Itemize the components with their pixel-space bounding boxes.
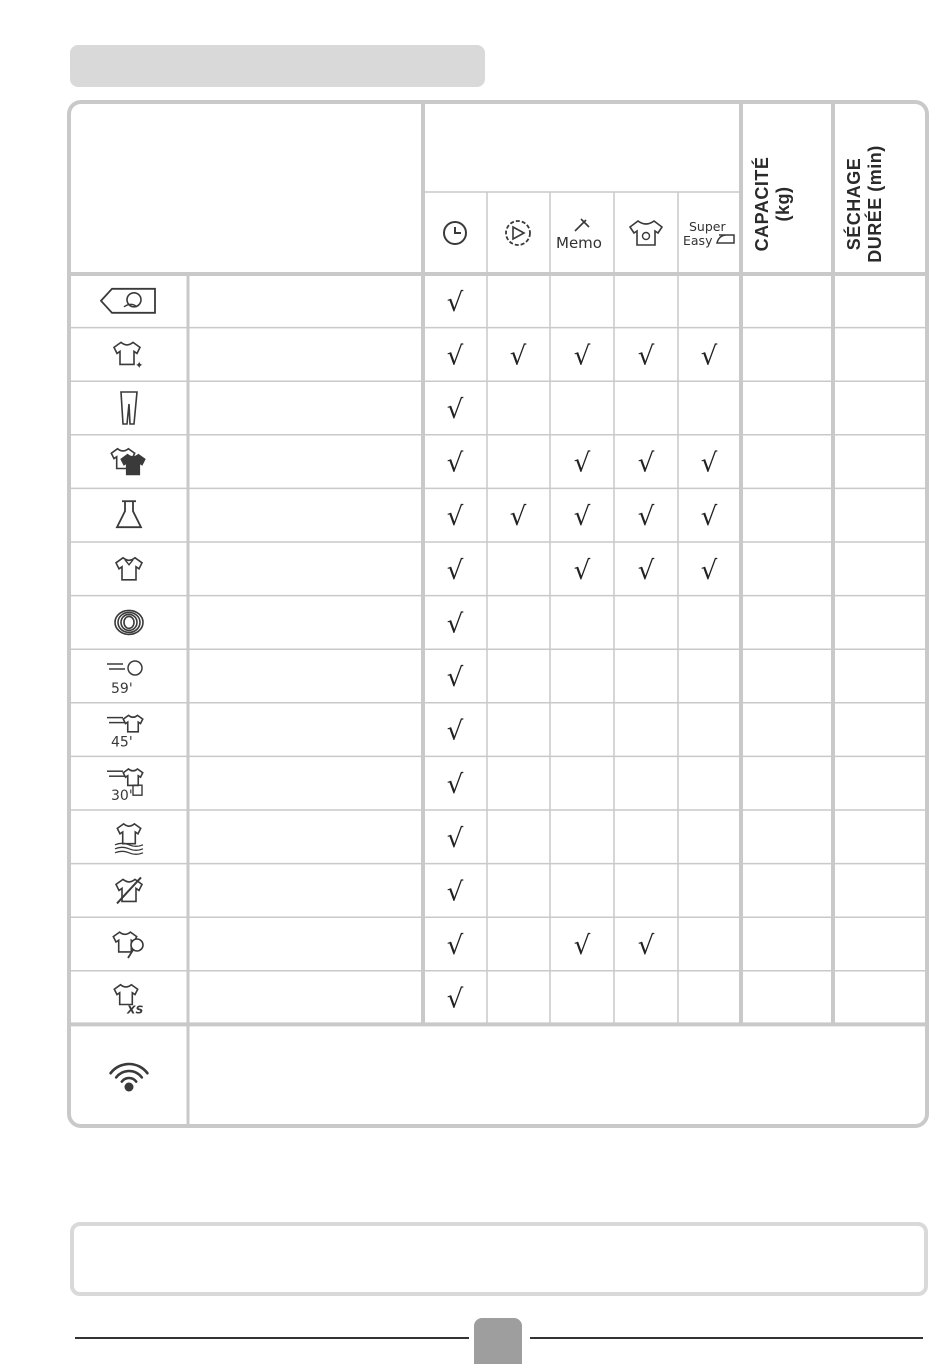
checkmark: √ [446, 984, 464, 1015]
checkmark: √ [573, 448, 591, 479]
memo-label: Memo [556, 234, 602, 252]
page-number-tab [474, 1318, 522, 1364]
rapid-59-icon [107, 661, 142, 697]
checkmark: √ [637, 341, 655, 372]
program-size-label: XS [127, 1003, 144, 1017]
program-table [67, 100, 929, 1128]
checkmark: √ [573, 555, 591, 586]
checkmark: √ [509, 502, 527, 533]
checkmark: √ [637, 502, 655, 533]
capacity-header-line1: CAPACITÉ [752, 156, 772, 252]
capacity-header-line2: (kg) [773, 186, 793, 222]
checkmark: √ [573, 931, 591, 961]
section-title-bar [70, 45, 485, 87]
mixed-dark-clothes-icon [111, 449, 144, 475]
checkmark: √ [446, 287, 464, 318]
checkmark: √ [446, 555, 464, 586]
checkmark: √ [446, 823, 464, 854]
program-duration-label: 59' [111, 681, 133, 697]
rapid-45-shirt-icon [107, 715, 143, 750]
footer-rule-right [530, 1337, 923, 1339]
shirt-crossed-icon [116, 877, 142, 903]
checkmark: √ [446, 663, 464, 693]
easy-label: Easy [683, 233, 713, 248]
time-adjust-icon [506, 221, 530, 245]
wool-ball-icon [115, 610, 143, 634]
polo-shirt-icon [116, 558, 142, 580]
checkmark: √ [700, 448, 718, 479]
super-label: Super [689, 219, 726, 234]
flask-hygiene-icon [117, 501, 141, 527]
shirt-xs-icon [114, 985, 143, 1017]
checkmark: √ [509, 341, 527, 372]
checkmark: √ [573, 341, 591, 372]
footer-note-box [70, 1222, 928, 1296]
checkmark: √ [446, 770, 464, 801]
checkmark: √ [700, 341, 718, 372]
program-table-grid [71, 104, 925, 1124]
cotton-tag-icon [101, 289, 155, 313]
drying-duration-header [844, 114, 888, 294]
program-duration-label: 45' [111, 734, 133, 751]
checkmark: √ [446, 395, 464, 425]
checkmark: √ [446, 877, 464, 908]
wifi-icon [111, 1064, 148, 1092]
footer-rule-left [75, 1337, 469, 1339]
checkmark: √ [637, 555, 655, 586]
svg-text:✦: ✦ [135, 360, 144, 372]
checkmark: √ [446, 341, 464, 372]
super-easy-label [683, 220, 726, 248]
capacity-header [752, 114, 796, 294]
checkmark: √ [446, 716, 464, 747]
checkmark: √ [573, 502, 591, 533]
checkmark: √ [700, 555, 718, 586]
checkmark: √ [637, 448, 655, 479]
drying-header-line2: DURÉE (min) [865, 145, 885, 263]
checkmark: √ [700, 502, 718, 533]
program-duration-label: 30' [111, 788, 133, 805]
checkmark: √ [446, 609, 464, 640]
shirt-stain-sparkle-icon [114, 342, 143, 371]
jeans-icon [121, 392, 137, 424]
memo-pin-icon [575, 219, 589, 231]
shirt-sun-dry-icon [630, 221, 662, 245]
checkmark: √ [446, 448, 464, 479]
shirt-magnifier-icon [113, 932, 143, 958]
checkmark: √ [637, 931, 655, 961]
drying-header-line1: SÉCHAGE [844, 157, 864, 251]
checkmark: √ [446, 931, 464, 961]
clock-delay-icon [444, 222, 466, 244]
shirt-rinse-icon [115, 824, 143, 854]
rapid-30-perfume-icon [107, 769, 143, 804]
checkmark: √ [446, 502, 464, 533]
